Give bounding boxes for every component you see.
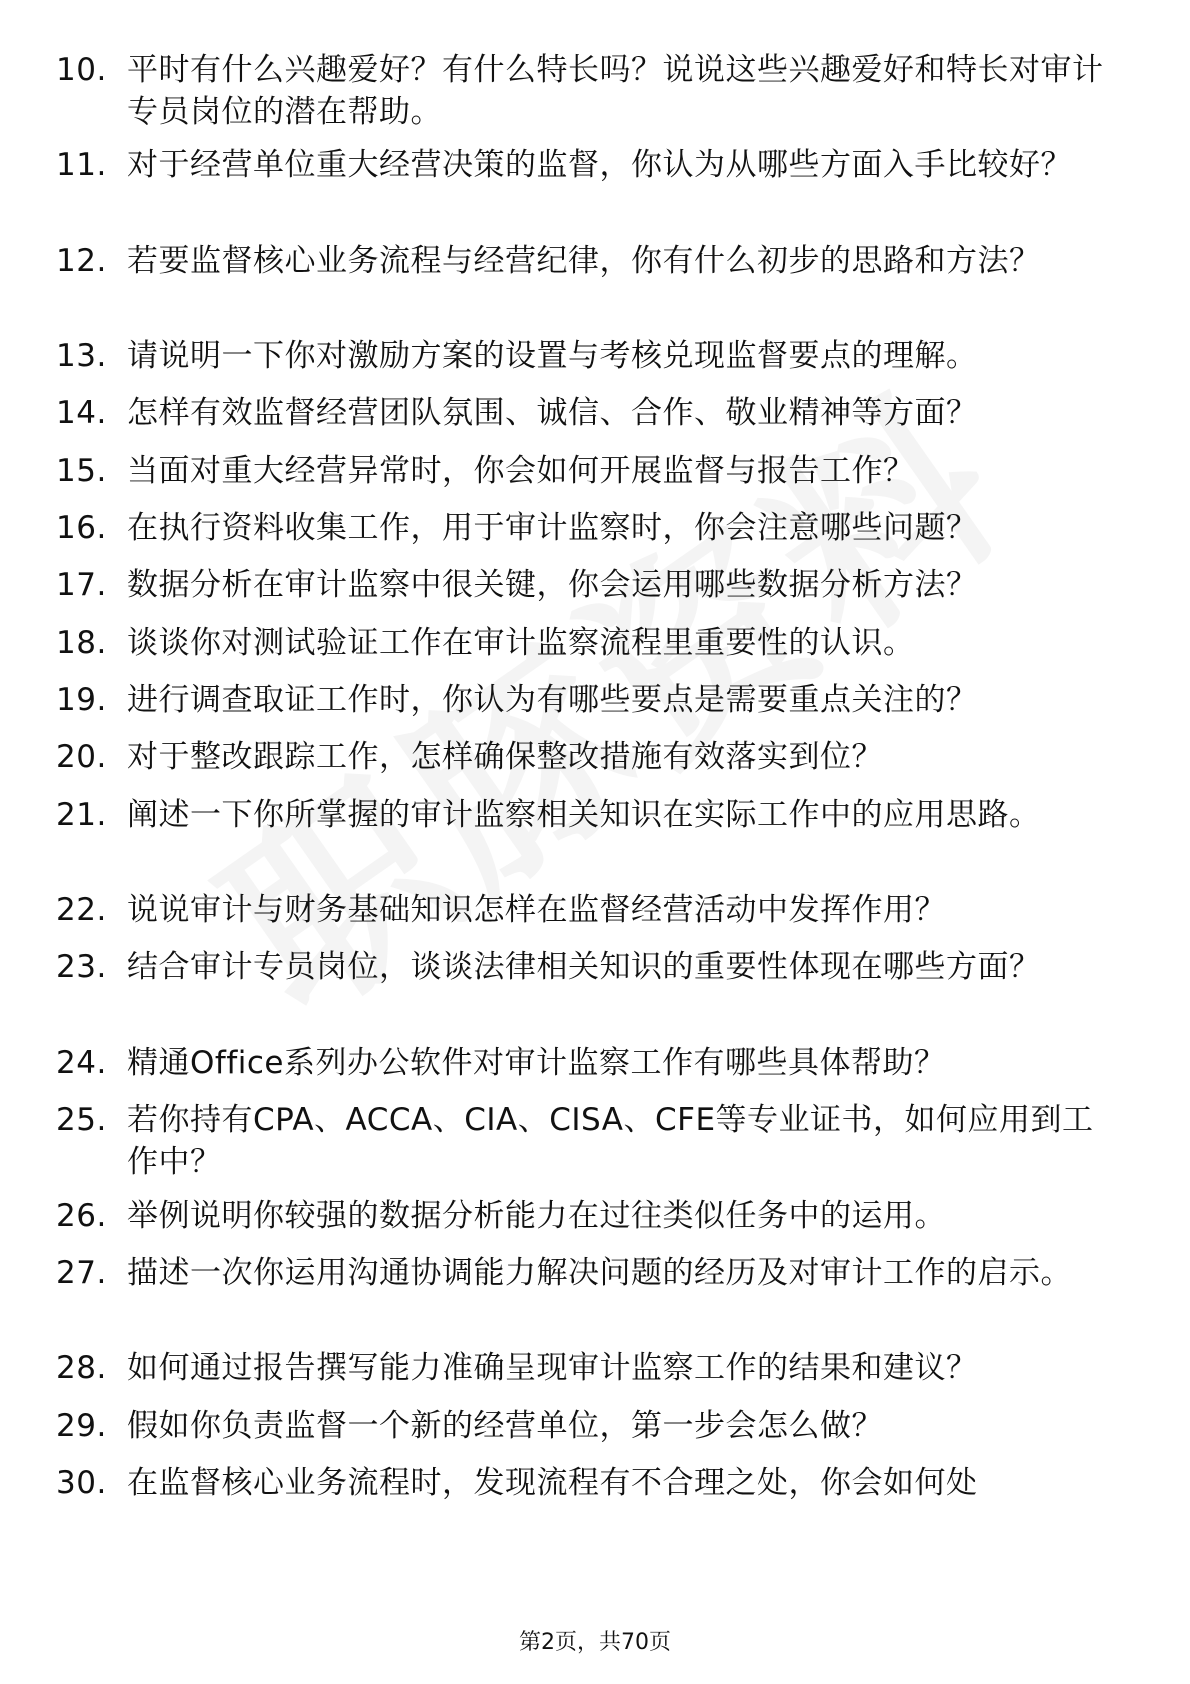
question-text: 精通Office系列办公软件对审计监察工作有哪些具体帮助？ [127,1045,946,1081]
question-number: 14. [56,395,107,431]
question-text: 进行调查取证工作时，你认为有哪些要点是需要重点关注的？ [127,682,978,718]
question-text: 描述一次你运用沟通协调能力解决问题的经历及对审计工作的启示。 [127,1255,1072,1291]
question-text: 假如你负责监督一个新的经营单位，第一步会怎么做？ [127,1408,883,1444]
question-number: 15. [56,453,107,489]
question-text: 谈谈你对测试验证工作在审计监察流程里重要性的认识。 [127,625,915,661]
question-number: 20. [56,739,107,775]
question-number: 23. [56,949,107,985]
question-text: 当面对重大经营异常时，你会如何开展监督与报告工作？ [127,453,915,489]
question-number: 11. [56,147,107,183]
question-number: 10. [56,52,107,88]
question-text: 在监督核心业务流程时，发现流程有不合理之处，你会如何处 [127,1465,978,1501]
question-number: 25. [56,1102,107,1138]
question-number: 12. [56,243,107,279]
question-number: 13. [56,338,107,374]
question-number: 18. [56,625,107,661]
question-text: 举例说明你较强的数据分析能力在过往类似任务中的运用。 [127,1198,946,1234]
question-number: 21. [56,797,107,833]
question-text: 若要监督核心业务流程与经营纪律，你有什么初步的思路和方法？ [127,243,1041,279]
question-number: 19. [56,682,107,718]
question-text: 数据分析在审计监察中很关键，你会运用哪些数据分析方法？ [127,567,978,603]
question-text: 如何通过报告撰写能力准确呈现审计监察工作的结果和建议？ [127,1350,978,1386]
question-number: 22. [56,892,107,928]
question-number: 30. [56,1465,107,1501]
question-text: 若你持有CPA、ACCA、CIA、CISA、CFE等专业证书，如何应用到工作中？ [127,1102,1094,1180]
question-text: 结合审计专员岗位，谈谈法律相关知识的重要性体现在哪些方面？ [127,949,1041,985]
question-number: 16. [56,510,107,546]
question-number: 29. [56,1408,107,1444]
question-number: 27. [56,1255,107,1291]
question-text: 阐述一下你所掌握的审计监察相关知识在实际工作中的应用思路。 [127,797,1041,833]
question-number: 17. [56,567,107,603]
question-text: 平时有什么兴趣爱好？有什么特长吗？说说这些兴趣爱好和特长对审计专员岗位的潜在帮助。 [127,52,1104,130]
question-text: 在执行资料收集工作，用于审计监察时，你会注意哪些问题？ [127,510,978,546]
page-footer: 第2页，共70页 [519,1630,671,1655]
question-text: 请说明一下你对激励方案的设置与考核兑现监督要点的理解。 [127,338,978,374]
question-number: 28. [56,1350,107,1386]
question-text: 怎样有效监督经营团队氛围、诚信、合作、敬业精神等方面？ [127,395,978,431]
question-text: 说说审计与财务基础知识怎样在监督经营活动中发挥作用？ [127,892,946,928]
question-number: 26. [56,1198,107,1234]
question-text: 对于整改跟踪工作，怎样确保整改措施有效落实到位？ [127,739,883,775]
question-text: 对于经营单位重大经营决策的监督，你认为从哪些方面入手比较好？ [127,147,1072,183]
question-number: 24. [56,1045,107,1081]
